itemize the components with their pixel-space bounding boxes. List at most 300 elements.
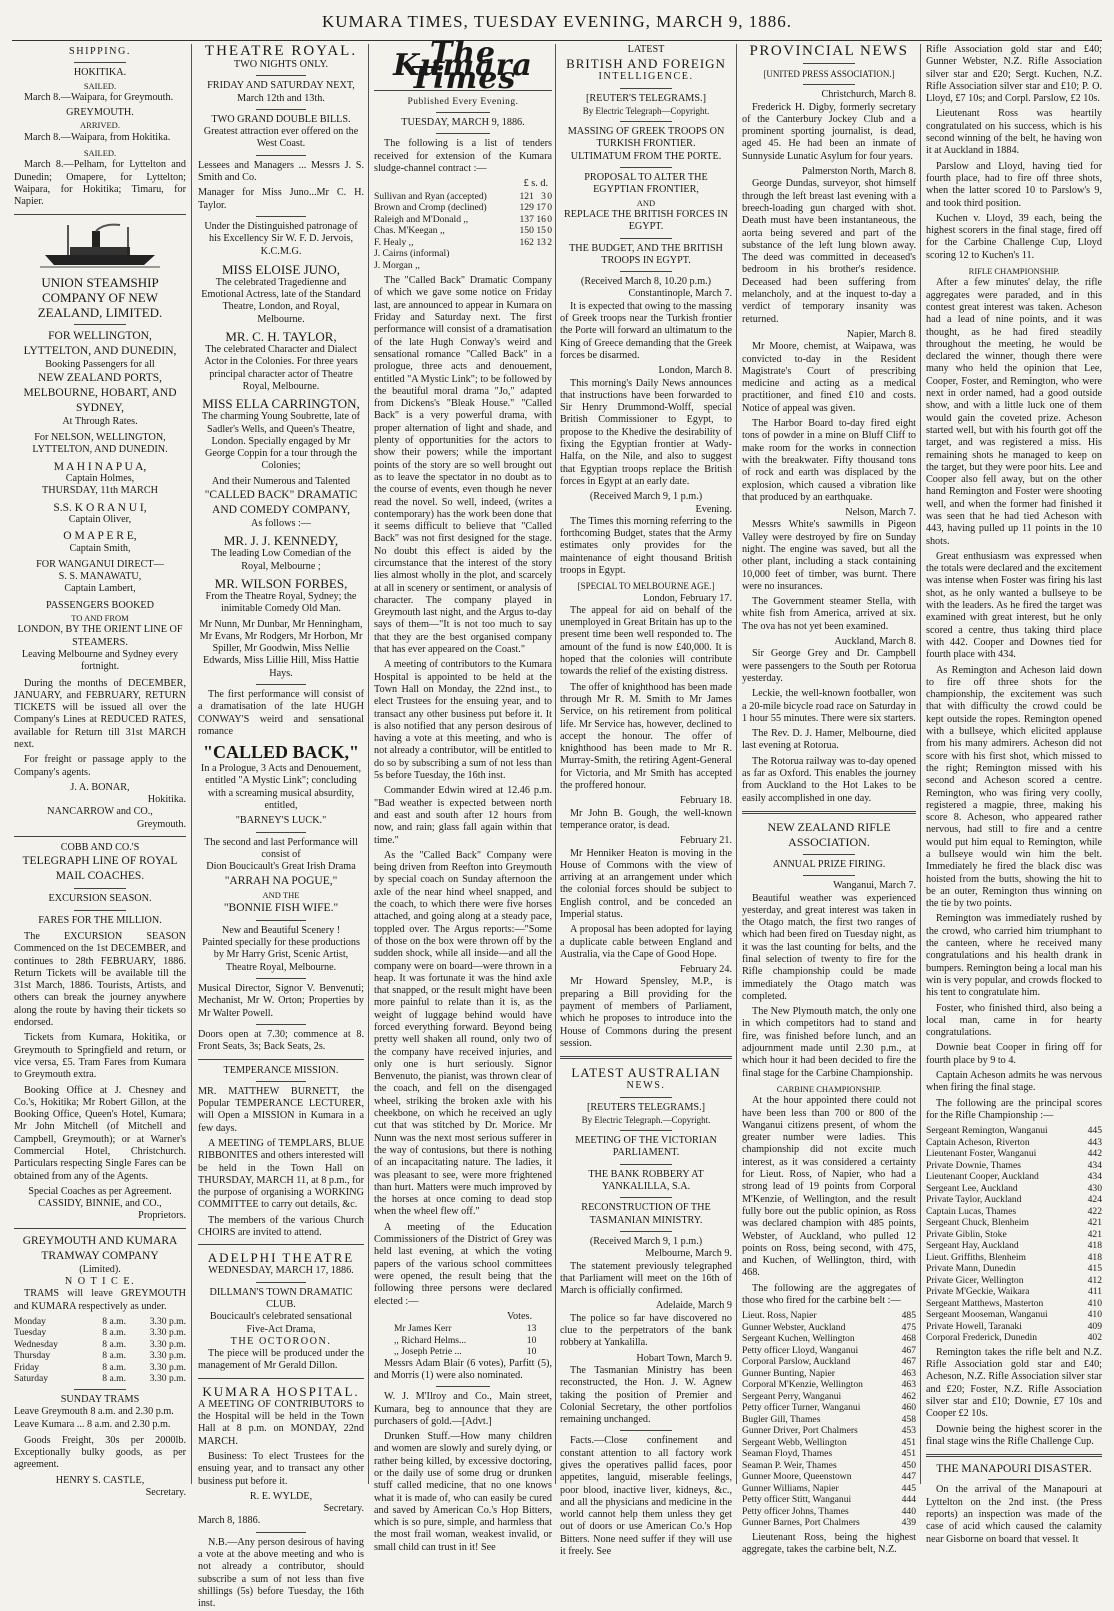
divider (620, 121, 672, 122)
provincial-text: Leckie, the well-known footballer, won a 20-mile bicycle road race on Saturday in 1 hour 55 minutes. There were six starters. (742, 688, 916, 724)
theatre-text: Doors open at 7.30; commence at 8. Front Seats, 3s; Back Seats, 2s. (198, 1028, 364, 1053)
british-text: The appeal for aid on behalf of the unemployed in Great Britain has up to the present time been well responded to. The amount of the fund is now £40,000. It is hoped that the colonies will contribute towards the relief of the existing distress. (560, 604, 732, 678)
tramway-text: Leave Greymouth 8 a.m. and 2.30 p.m. (14, 1406, 174, 1418)
column-divider (368, 44, 369, 1484)
shooter-score: 421 (1087, 1228, 1102, 1240)
union-ship: M A H I N A P U A, (53, 460, 147, 473)
performer-name: MISS ELOISE JUNO, (221, 261, 341, 277)
divider (620, 238, 672, 239)
page-header: KUMARA TIMES, TUESDAY EVENING, MARCH 9, 1886. (321, 12, 793, 31)
table-row (14, 1362, 186, 1374)
shooter-score: 467 (901, 1356, 916, 1368)
shooter-name: Petty officer Lloyd, Wanganui (742, 1344, 859, 1356)
editorial-text: Drunken Stuff.—How many children and women are slowly and surely dying, or rather being killed, by excessive doctoring, or the daily use of some drug or drunken stuff called medicine, that no one knows what it is made of, who can easily be cured and saved by American Co.'s Hop Bitters, which is so pure, simple, and harmless that the most frail woman, weakest invalid, or small child can trust in it! See (374, 1431, 552, 1553)
dateline: Constantinople, March 7. (628, 288, 732, 300)
shooter-score: 485 (901, 1310, 916, 1322)
shooter-name: Private Giblin, Stoke (926, 1228, 1007, 1240)
australian-headline: RECONSTRUCTION OF THE TASMANIAN MINISTRY. (581, 1202, 711, 1226)
shooter-score: 434 (1087, 1171, 1102, 1183)
divider (198, 1244, 364, 1245)
table-row (394, 1335, 536, 1347)
rifle-text: The following are the aggregates of those who fired for the carbine belt :— (742, 1282, 916, 1307)
called-back-title: "CALLED BACK," (202, 742, 359, 763)
table-row (742, 1483, 916, 1495)
performer-desc: The charming Young Soubrette, late of Sadler's Wells, and Queen's Theatre, London. Specially engaged by Mr George Coppin for a tour through the Colonies; (201, 411, 361, 472)
shooter-name: Sergeant Remington, Wanganui (926, 1125, 1048, 1137)
candidate-name: Mr James Kerr (394, 1323, 452, 1335)
agent-name: J. A. BONAR, (70, 781, 130, 793)
candidate-votes: 13 (526, 1323, 537, 1335)
divider (256, 920, 306, 921)
table-row (374, 202, 552, 214)
provincial-text: George Dundas, surveyor, shot himself through the left breast last evening with a breech-loading gun charged with shot. Death must have been instantaneous, the aorta being severed and part of the substance of the left lung blown away. The deed was committed in deceased's bedroom in his brother's residence. Deceased had been suffering from melancholy, and at the inquest to-day a verdict of temporary insanity was returned. (742, 178, 916, 325)
divider (620, 88, 672, 89)
theatre-text: AND THE (262, 889, 300, 900)
tender-name: J. Morgan ,, (374, 259, 420, 271)
union-text: For NELSON, WELLINGTON, LYTTELTON, AND DUNEDIN. (32, 432, 168, 456)
divider (74, 888, 126, 889)
theatre-text: Manager for Miss Juno...Mr C. H. Taylor. (198, 187, 364, 211)
shooter-score: 443 (1087, 1136, 1102, 1148)
shooter-name: Sergeant Chuck, Blenheim (926, 1217, 1029, 1229)
shooter-score: 453 (901, 1425, 916, 1437)
tender-pounds: 150 (519, 225, 534, 237)
table-row (926, 1206, 1102, 1218)
provincial-text: Frederick H. Digby, formerly secretary of the Canterbury Jockey Club and a prominent sporting journalist, is dead, aged 45. He had been an inmate of Sunnyside Lunatic Asylum for four years. (742, 101, 916, 162)
theatre-text: March 12th and 13th. (237, 92, 325, 104)
table-row (926, 1229, 1102, 1241)
divider (256, 684, 306, 685)
australian-headline: MEETING OF THE VICTORIAN PARLIAMENT. (575, 1135, 717, 1159)
table-row (742, 1379, 916, 1391)
table-row (394, 1346, 536, 1358)
table-row (742, 1494, 916, 1506)
table-row (742, 1402, 916, 1414)
hospital-text: A MEETING OF CONTRIBUTORS to the Hospital will be held in the Town Hall at 8 p.m. on MONDAY, 22nd MARCH. (198, 1398, 364, 1447)
divider (74, 62, 126, 63)
table-row (14, 1339, 186, 1351)
rifle-text: The New Plymouth match, the only one in which competitors had to stand and fire, was finished before lunch, and an adjournment made until 2.30 p.m., at which hour it had been decided to fire the final stage for the Carbine Championship. (742, 1006, 916, 1079)
dateline: Melbourne, March 9. (645, 1248, 732, 1260)
australian-text: The statement previously telegraphed that Parliament will meet on the 16th of March is officially confirmed. (560, 1260, 732, 1297)
dateline: Evening. (695, 503, 732, 515)
shooter-name: Captain Acheson, Riverton (926, 1136, 1030, 1148)
tram-time: 8 a.m. (102, 1315, 126, 1327)
shipping-entry: March 8.—Waipara, from Hokitika. (24, 131, 171, 143)
tramway-title: GREYMOUTH AND KUMARA TRAMWAY COMPANY (22, 1234, 178, 1262)
table-row (374, 260, 552, 272)
tender-pounds: 121 (519, 190, 534, 202)
tram-timetable (14, 1316, 186, 1385)
tender-table (374, 191, 552, 272)
provincial-text: Messrs White's sawmills in Pigeon Valley were destroyed by fire on Sunday night. The engine was saved, but all the other plant, including a stack containing 10,000 feet of timber, was burnt. There were no insurances. (742, 519, 916, 592)
british-title: LATEST (627, 44, 665, 55)
table-row (374, 248, 552, 260)
steamship-icon (40, 221, 160, 269)
shooter-score: 475 (901, 1321, 916, 1333)
rifle-text: At the hour appointed there could not have been less than 700 or 800 of the Wanganui citizens present, of whom the greater number were ladies. This championship did not excite much interest, as it was considered a certainty for Lieut. Ross, of Napier, who had a strong lead of 19 points from Corporal M'Kenzie, of Wellington, and the result fully bore out the public opinion, as Ross was declared champion with 485 points, Webster, of Auckland, who pulled 12 points on Ross, being second, with 475, and Kuchen, of Wellington, third, with 468. (742, 1095, 916, 1279)
tender-header: £ s. d. (523, 178, 548, 190)
rifle-text: Remington was immediately rushed by the crowd, who carried him triumphant to the canteen, where he received many congratulations and his health drank in bumpers. Remington being a local man his win is very popular, and crowds flocked to his tent to congratulate him. (926, 913, 1102, 999)
tender-pence: 0 (547, 225, 552, 237)
union-ship: O M A P E R E, (63, 530, 137, 543)
performer-desc: The celebrated Character and Dialect Actor in the Colonies. For three years principal character actor of Theatre Royal, Melbourne. (204, 344, 358, 392)
shooter-name: Sergeant Perry, Wanganui (742, 1390, 842, 1402)
table-row (926, 1137, 1102, 1149)
british-headline: AND (636, 197, 656, 208)
adelphi-text: The piece will be produced under the management of Mr Gerald Dillon. (198, 1348, 364, 1372)
tender-name: Chas. M'Keegan ,, (374, 225, 445, 237)
column-divider (191, 44, 192, 1484)
table-row (374, 237, 552, 249)
temperance-text: The members of the various Church CHOIRS are invited to attend. (198, 1214, 364, 1239)
rifle-text: Lieutenant Ross was heartily congratulated on his success, which is his second winning of the belt, he having won it at Auckland in 1884. (926, 108, 1102, 157)
british-headline: ULTIMATUM FROM THE PORTE. (570, 150, 722, 162)
editorial-text: A meeting of the Education Commissioners of the District of Grey was held last evening, at which the voting papers of the various school committees were opened, the result being that the following three persons were declared elected :— (374, 1221, 552, 1307)
shooter-name: Bugler Gill, Thames (742, 1413, 821, 1425)
table-row (374, 214, 552, 226)
union-text: LONDON, BY THE ORIENT LINE OF STEAMERS. (17, 624, 183, 648)
shooter-name: Private Taylor, Auckland (926, 1194, 1022, 1206)
table-row (742, 1368, 916, 1380)
tender-pounds: 162 (519, 236, 534, 248)
dateline: Auckland, March 8. (834, 636, 916, 648)
table-row (374, 225, 552, 237)
table-row (926, 1160, 1102, 1172)
shooter-name: Seaman Floyd, Thames (742, 1448, 833, 1460)
temperance-text: MR. MATTHEW BURNETT, the Popular TEMPERANCE LECTURER, will Open a MISSION in Kumara in a few days. (198, 1085, 364, 1134)
shooter-score: 422 (1087, 1205, 1102, 1217)
column-5 (738, 43, 920, 1556)
tender-shillings (534, 260, 546, 272)
editorial-text: The following is a list of tenders received for extension of the Kumara sludge-channel contract :— (374, 138, 552, 175)
shooter-name: Lieutenant Cooper, Auckland (926, 1171, 1039, 1183)
adelphi-text: Boucicault's celebrated sensational Five-Act Drama, (209, 1311, 353, 1335)
british-title: BRITISH AND FOREIGN (566, 56, 726, 72)
theatre-text: New and Beautiful Scenery ! (221, 924, 341, 936)
shooter-score: 451 (901, 1448, 916, 1460)
cobb-text: Tickets from Kumara, Hokitika, or Greymouth to Springfield and return, or vice versa, £5. Tram Fares from Kumara to Greymouth extra. (14, 1032, 186, 1081)
shooter-score: 462 (901, 1390, 916, 1402)
shooter-name: Sergeant Kuchen, Wellington (742, 1333, 855, 1345)
divider (620, 167, 672, 168)
performer-desc: The celebrated Tragedienne and Emotional Actress, late of the Standard Theatre, London, and Royal, Melbourne. (201, 276, 361, 325)
cobb-title: EXCURSION SEASON. (48, 893, 152, 905)
editorial-text: A meeting of contributors to the Kumara Hospital is appointed to be held at the Town Hall on Monday, the 22nd inst., to elect Trustees for the ensuing year, and to transact any other business put before it. It is also notified that any person desirous of having a vote at this meeting, and who is not already a contributor, will be entitled to do so by subscribing a sum of not less than 5s before Tuesday, the 16th inst. (374, 659, 552, 782)
union-ship: S.S. K O R A N U I, (53, 501, 147, 514)
divider (620, 1097, 672, 1098)
shipping-label: ARRIVED. (80, 120, 120, 131)
received-line: (Received March 9, 1 p.m.) (589, 1235, 703, 1247)
british-source: [REUTER'S TELEGRAMS.] (586, 92, 706, 104)
divider (256, 978, 306, 979)
british-text: The offer of knighthood has been made through Mr R. M. Smith to Mr James Service, on his retirement from political life. Mr Service has, however, declined to accept the honour. The offer of knighthood has been made to Mr R. Murray-Smith, the retiring Agent-General for Victoria, and Mr Smith has accepted the proffered honour. (560, 681, 732, 792)
tender-pence: 0 (547, 190, 552, 202)
union-captain: Captain Lambert, (64, 583, 136, 595)
tramway-title: (Limited). (79, 1263, 121, 1275)
shooter-name: Private Gicer, Wellington (926, 1274, 1024, 1286)
table-row (926, 1252, 1102, 1264)
adelphi-title: ADELPHI THEATRE (207, 1250, 355, 1266)
tender-shillings: 17 (536, 202, 546, 214)
shooter-name: Gunner Williams, Napier (742, 1482, 839, 1494)
tram-time: 8 a.m. (102, 1338, 126, 1350)
divider (256, 75, 306, 76)
shooter-score: 409 (1087, 1320, 1102, 1332)
shooter-score: 418 (1087, 1251, 1102, 1263)
union-title: UNION STEAMSHIP COMPANY OF NEW ZEALAND, LIMITED. (37, 274, 163, 320)
dateline: Adelaide, March 9 (655, 1300, 732, 1312)
table-row (742, 1506, 916, 1518)
tender-pounds (516, 260, 534, 272)
british-source: By Electric Telegraph—Copyright. (582, 105, 710, 116)
rifle-text: Parslow and Lloyd, having tied for fourth place, had to fire off three shots, when the latter scored 10 to Parslow's 9, and took third position. (926, 160, 1102, 209)
editorial-text: Commander Edwin wired at 12.46 p.m. "Bad weather is expected between north and east and south after 12 hours from now, and rain; glass fall again within that time." (374, 785, 552, 846)
theatre-text: FRIDAY AND SATURDAY NEXT, (207, 80, 355, 92)
shipping-greymouth: GREYMOUTH. (66, 107, 134, 119)
british-title: INTELLIGENCE. (598, 71, 694, 83)
theatre-text: Greatest attraction ever offered on the West Coast. (203, 126, 359, 150)
british-text: The Times this morning referring to the forthcoming Budget, states that the Army estimates only provides for the maintenance of eight thousand British troops in Egypt. (560, 515, 732, 576)
tramway-text: Goods Freight, 30s per 2000lb. Exceptionally bulky goods, as per agreement. (14, 1434, 186, 1471)
divider (620, 1197, 672, 1198)
play-title: "BARNEY'S LUCK." (235, 815, 327, 827)
cobb-title: COBB AND CO.'S (60, 842, 140, 854)
british-text: This morning's Daily News announces that instructions have been forwarded to Sir Henry Drummond-Wolff, special British Commissioner to Egypt, to propose to the Khedive the desirability of fixing the Egyptian frontier at Wady-Halfa, on the Nile, and also to suggest that Egyptian troops replace the British forces in Egypt at an early date. (560, 377, 732, 487)
shooter-name: Petty officer Stitt, Wanganui (742, 1494, 852, 1506)
hospital-date: March 8, 1886. (198, 1515, 261, 1527)
table-row (742, 1437, 916, 1449)
table-row (926, 1148, 1102, 1160)
shooter-score: 468 (901, 1333, 916, 1345)
tram-day: Saturday (14, 1373, 49, 1385)
shooter-score: 463 (901, 1379, 916, 1391)
tramway-title: N O T I C E. (64, 1276, 136, 1288)
shipping-entry: March 8.—Pelham, for Lyttelton and Dunedin; Omapere, for Lyttelton; Waipara, for Hokitika; Timaru, for Napier. (14, 159, 186, 208)
british-headline: PROPOSAL TO ALTER THE EGYPTIAN FRONTIER, (584, 172, 708, 196)
rifle-text: As Remington and Acheson laid down to fire off three shots for the championship, the excitement was such that with difficulty the crowd could be kept outside the ropes. Remington opened with a bullseye, which elicited applause from his many admirers. Acheson did not score with his first shot, which missed to the right; Remington missed with his second and Acheson scored a centre. Remington, who was firing very coolly, registered a magpie, three, making his score 8. Acheson, who appeared rather nervous, had still to fire and a centre would put him equal to Remington, while a bullseye would win him the belt. Immediately he fired the black disc was hoisted from the butts, showing the hit to be an outer, Remington thus winning on the tie by two points. (926, 664, 1102, 910)
manapouri-text: On the arrival of the Manapouri at Lyttelton on the 2nd inst. (the Press reports) an inspection was made of the case of acid which caused the calamity near Gisborne on board that vessel. It (926, 1484, 1102, 1545)
tram-day: Tuesday (14, 1327, 47, 1339)
dateline: Napier, March 8. (846, 328, 916, 340)
shooter-score: 458 (901, 1413, 916, 1425)
union-text: For freight or passage apply to the Company's agents. (14, 754, 186, 778)
rifle-text: Captain Acheson admits he was nervous when firing the final stage. (926, 1070, 1102, 1094)
tender-shillings: 16 (536, 213, 546, 225)
shooter-name: Petty officer Turner, Wanganui (742, 1402, 861, 1414)
tramway-text: TRAMS will leave GREYMOUTH and KUMARA respectively as under. (14, 1288, 186, 1312)
tram-day: Wednesday (14, 1338, 58, 1350)
shooter-score: 439 (901, 1517, 916, 1529)
hospital-title: KUMARA HOSPITAL. (202, 1383, 360, 1399)
shooter-score: 447 (901, 1471, 916, 1483)
table-row (742, 1448, 916, 1460)
shooter-score: 444 (901, 1494, 916, 1506)
candidate-votes: 10 (526, 1334, 537, 1346)
shooter-name: Gunner Moore, Queenstown (742, 1471, 852, 1483)
divider (256, 155, 306, 156)
table-row (742, 1471, 916, 1483)
union-text: At Through Rates. (62, 415, 138, 427)
table-row (742, 1425, 916, 1437)
divider (198, 1059, 364, 1060)
british-source: [SPECIAL TO MELBOURNE AGE.] (577, 581, 715, 592)
rifle-text: The following are the principal scores for the Rifle Championship :— (926, 1097, 1102, 1121)
performer-name: MR. C. H. TAYLOR, (225, 329, 337, 345)
performer-name: MR. J. J. KENNEDY, (223, 533, 339, 549)
theatre-text: TWO NIGHTS ONLY. (233, 59, 329, 70)
editorial-text: The "Called Back" Dramatic Company of which we gave some notice on Friday last, are announced to appear in Kumara on Friday and Saturday next. The first performance will consist of a dramatisation of the late Hugh Conway's weird and sensational romance "Called Back" in a prologue, three acts and denouement, entitled "A Mystic Link"; to be followed by the beautiful moral drama "Jo," adapted from Dickens's "Bleak House." "Called Back" is a very powerful drama, with proper alternation of light and shade, and plenty of opportunities for the actors to show their powers; while the important points of the story are so well brought out as to leave the spectator in no doubt as to the course of events, even though he never read the novel. So well, indeed, (writes a contemporary) has the work been done that it seems difficult to believe that "Called Back" was not first designed for the stage. No doubt this effect is aided by the circumstance that the interest of the story lies almost wholly in the plot, and scarcely at all in scenery or sentiment, or analysis of character. The company played in Greymouth last night, and the Argus to-day says of them—"It is not too much to say that they are the best organised company that has ever appeared on the Coast." (374, 275, 552, 656)
tender-name: J. Cairns (informal) (374, 248, 450, 260)
union-text: TO AND FROM (71, 613, 129, 624)
tram-time: 3.30 p.m. (149, 1373, 186, 1385)
shooter-name: Captain Lucas, Thames (926, 1205, 1017, 1217)
shooter-score: 434 (1087, 1159, 1102, 1171)
divider (14, 1228, 186, 1229)
table-row (742, 1414, 916, 1426)
theatre-text: Painted specially for these productions by Mr Harry Grist, Scenic Artist, Theatre Royal, Melbourne. (202, 937, 360, 973)
shipping-label: SAILED. (83, 148, 117, 159)
divider (560, 1056, 732, 1059)
shooter-score: 402 (1087, 1332, 1102, 1344)
carbine-scores-table (742, 1310, 916, 1529)
tramway-text: Leave Kumara ... 8 a.m. and 2.30 p.m. (14, 1418, 171, 1430)
theatre-text: Lessees and Managers ... Messrs J. S. Smith and Co. (198, 159, 364, 184)
table-row (742, 1391, 916, 1403)
shooter-score: 463 (901, 1367, 916, 1379)
provincial-text: The Government steamer Stella, with white fish from America, arrived at six. The ova has not yet been examined. (742, 596, 916, 632)
temperance-title: TEMPERANCE MISSION. (223, 1064, 339, 1076)
column-1 (10, 44, 190, 1499)
tram-time: 3.30 p.m. (149, 1315, 186, 1327)
shooter-name: Lieut. Griffiths, Blenheim (926, 1251, 1027, 1263)
table-row (394, 1323, 536, 1335)
dateline: Wanganui, March 7. (833, 880, 916, 892)
australian-title: NEWS. (626, 1080, 666, 1092)
rifle-title: NEW ZEALAND RIFLE ASSOCIATION. (767, 819, 891, 849)
table-row (14, 1316, 186, 1328)
column-divider (736, 44, 737, 1484)
shooter-score: 440 (901, 1505, 916, 1517)
australian-title: LATEST AUSTRALIAN (571, 1065, 721, 1081)
divider (436, 112, 489, 113)
table-row (926, 1321, 1102, 1333)
union-text: NEW ZEALAND PORTS, MELBOURNE, HOBART, AND SYDNEY, (23, 371, 177, 414)
theatre-text: The second and last Performance will consist of (204, 836, 358, 860)
rifle-text: Downie beat Cooper in firing off for fourth place by 9 to 4. (926, 1042, 1102, 1066)
rifle-text: Downie being the highest scorer in the final stage wins the Rifle Challenge Cup. (926, 1423, 1102, 1447)
shooter-score: 421 (1087, 1217, 1102, 1229)
performer-desc: The leading Low Comedian of the Royal, Melbourne ; (210, 548, 352, 572)
union-captain: Captain Oliver, (68, 513, 132, 525)
column-4 (556, 44, 736, 1558)
divider (256, 109, 306, 110)
british-text: A proposal has been adopted for laying a duplicate cable between England and Australia, via the Cape of Good Hope. (560, 924, 732, 960)
hospital-text: Business: To elect Trustees for the ensuing year, and to transact any other business put before it. (198, 1450, 364, 1487)
shooter-score: 460 (901, 1402, 916, 1414)
performer-name: MR. WILSON FORBES, (214, 575, 348, 591)
shooter-name: Gunner Driver, Port Chalmers (742, 1425, 858, 1437)
table-row (742, 1310, 916, 1322)
shooter-name: Sergeant Hay, Auckland (926, 1240, 1019, 1252)
table-row (926, 1309, 1102, 1321)
table-row (926, 1286, 1102, 1298)
dateline: London, February 17. (643, 592, 732, 604)
union-text: Leaving Melbourne and Sydney every fortnight. (21, 648, 179, 673)
rifle-text: Remington takes the rifle belt and N.Z. Rifle Association gold star and £40; Acheson, N.Z. Rifle Association silver star and £20; Foster, N.Z. Rifle Association silver star and £10; Downie, £7 10s and Cooper £2 10s. (926, 1346, 1102, 1420)
shooter-name: Corporal Frederick, Dunedin (926, 1332, 1038, 1344)
candidate-name: ,, Joseph Petrie ... (394, 1346, 462, 1358)
table-row (926, 1171, 1102, 1183)
dateline: Christchurch, March 8. (821, 89, 916, 101)
australian-text: Facts.—Close confinement and constant attention to all factory work gives the operatives pallid faces, poor appetites, languid, miserable feelings, poor blood, inactive liver, kidneys, &c., and all the physicians and medicine in the world cannot help them unless they get out of doors or use American Co.'s Hop Bitters. None need suffer if they will use it freely. See (560, 1435, 732, 1558)
tender-pence: 0 (547, 213, 552, 225)
theatre-text: Musical Director, Signor V. Benvenuti; Mechanist, Mr W. Orton; Properties by Mr Walter Powell. (198, 983, 364, 1019)
tram-time: 8 a.m. (102, 1350, 126, 1362)
divider (256, 832, 306, 833)
tramway-title: SUNDAY TRAMS (60, 1393, 140, 1405)
header-rule (12, 40, 1102, 41)
candidate-votes: 10 (526, 1346, 537, 1358)
hospital-text: N.B.—Any person desirous of having a vote at the above meeting and who is not already a contributor, should subscribe a sum of not less than five shillings (5s) before Tuesday, the 16th inst. (198, 1536, 364, 1610)
column-2 (194, 43, 368, 1610)
divider (436, 1386, 489, 1387)
divider (14, 214, 186, 215)
table-row (742, 1517, 916, 1529)
table-row (742, 1345, 916, 1357)
rifle-title: ANNUAL PRIZE FIRING. (772, 858, 886, 870)
shooter-score: 445 (901, 1482, 916, 1494)
theatre-text: The first performance will consist of a dramatisation of the late HUGH CONWAY'S weird and sensational romance (198, 688, 364, 737)
shooter-name: Lieutenant Foster, Wanganui (926, 1148, 1037, 1160)
table-row (742, 1333, 916, 1345)
divider (74, 1389, 126, 1390)
tram-day: Friday (14, 1361, 40, 1373)
table-row (14, 1350, 186, 1362)
divider (620, 1231, 672, 1232)
table-row (926, 1217, 1102, 1229)
british-text: It is expected that owing to the massing of Greek troops near the Turkish frontier the Porte will forward an ultimatum to the King of Greece demanding that the Greek forces be disarmed. (560, 300, 732, 361)
shooter-name: Private Downie, Thames (926, 1159, 1021, 1171)
union-captain: Captain Smith, (69, 542, 131, 554)
table-row (14, 1373, 186, 1385)
temperance-text: A MEETING of TEMPLARS, BLUE RIBBONITES and others interested will be held in the Town Hall on THURSDAY, MARCH 11, at 8 p.m., for the purpose of organising a WORKING COMMITTEE to carry out details, &c. (198, 1138, 364, 1211)
cobb-title: FARES FOR THE MILLION. (38, 914, 162, 926)
union-text: Booking Passengers for all (45, 358, 155, 370)
divider (14, 836, 186, 837)
divider (74, 910, 126, 911)
provincial-text: The Rotorua railway was to-day opened as far as Oxford. This enables the journey from Auckland to the Hot Lakes to be easily accomplished in one day. (742, 755, 916, 804)
tram-time: 8 a.m. (102, 1373, 126, 1385)
british-text: Mr Henniker Heaton is moving in the House of Commons with the view of arriving at an arrangement under which the colonial forces should be subject to English control, and be conceded an Imperial status. (560, 847, 732, 920)
adelphi-text: DILLMAN'S TOWN DRAMATIC CLUB. (209, 1286, 353, 1310)
cobb-text: The EXCURSION SEASON Commenced on the 1st DECEMBER, and continues to 28th FEBRUARY, 1886. Return Tickets will be available till the 31st March, 1886. Tourists, Artists, and others can break the journey anywhere along the route by having their tickets so endorsed. (14, 930, 186, 1029)
tram-time: 8 a.m. (102, 1327, 126, 1339)
table-row (926, 1125, 1102, 1137)
theatre-text: And their Numerous and Talented (211, 475, 351, 487)
table-row (926, 1332, 1102, 1344)
tender-pounds: 129 (519, 202, 534, 214)
masthead-pub: Published Every Evening. (407, 96, 519, 107)
provincial-text: The Rev. D. J. Hamer, Melbourne, died last evening at Rotorua. (742, 728, 916, 752)
dateline: February 18. (679, 795, 732, 807)
tram-day: Monday (14, 1315, 46, 1327)
rifle-subtitle: RIFLE CHAMPIONSHIP. (968, 266, 1060, 277)
shooter-name: Private Mann, Dunedin (926, 1263, 1016, 1275)
divider (256, 1282, 306, 1283)
theatre-text: In a Prologue, 3 Acts and Denouement, entitled "A Mystic Link"; concluding with a screaming musical absurdity, entitled, (200, 763, 362, 812)
table-row (742, 1460, 916, 1472)
